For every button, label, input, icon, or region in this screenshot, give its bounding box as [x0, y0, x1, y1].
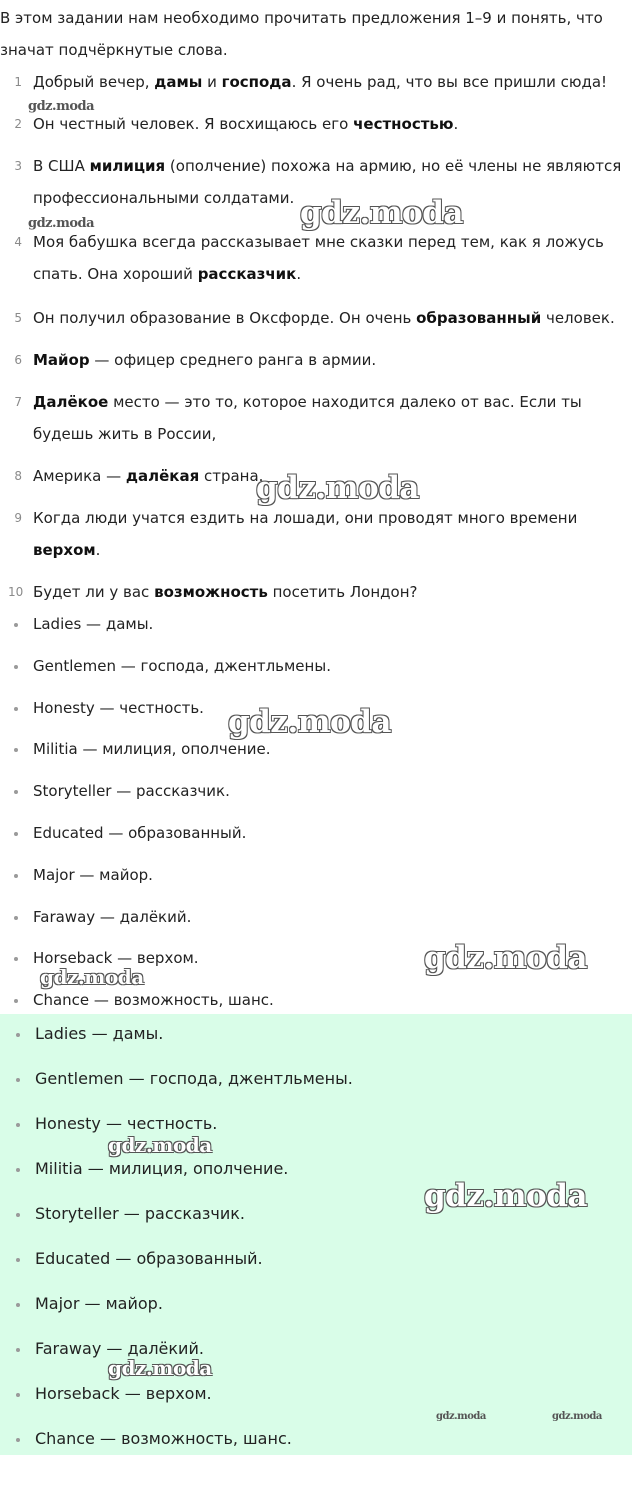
sentence-number: 10 — [8, 585, 24, 599]
vocab-text: Gentlemen — господа, джентльмены. — [33, 656, 331, 675]
highlighted-word: Далёкое — [33, 393, 109, 411]
answer-text: Gentlemen — господа, джентльмены. — [35, 1069, 353, 1088]
bullet-icon — [16, 1168, 20, 1172]
answer-text: Honesty — честность. — [35, 1114, 218, 1133]
sentence-text: Майор — офицер среднего ранга в армии. — [33, 351, 377, 369]
intro-text: В этом задании нам необходимо прочитать предложения 1–9 и понять, что значат подчёркнутые слова. — [0, 9, 603, 59]
answer-text: Horseback — верхом. — [35, 1384, 212, 1403]
sentence-number: 1 — [14, 75, 22, 89]
sentence-text: Америка — далёкая страна. — [33, 467, 264, 485]
answer-text: Ladies — дамы. — [35, 1024, 164, 1043]
bullet-icon — [16, 1258, 20, 1262]
watermark-logo: gdz.moda — [28, 216, 95, 231]
vocab-text: Ladies — дамы. — [33, 615, 154, 633]
bullet-icon — [16, 1438, 20, 1442]
watermark-logo: gdz.moda — [256, 470, 419, 506]
highlighted-word: образованный — [416, 309, 542, 327]
answer-text: Storyteller — рассказчик. — [35, 1204, 245, 1223]
sentence-number: 5 — [14, 311, 22, 325]
sentence-text: Будет ли у вас возможность посетить Лондон? — [33, 583, 418, 601]
answer-text: Militia — милиция, ополчение. — [35, 1159, 289, 1178]
highlighted-word: Майор — [33, 351, 90, 369]
vocab-text: Major — майор. — [33, 865, 153, 884]
sentence-number: 6 — [14, 353, 22, 367]
highlighted-word: дамы — [154, 73, 203, 91]
bullet-icon — [14, 832, 18, 836]
watermark-logo: gdz.moda — [300, 195, 463, 231]
answer-text: Chance — возможность, шанс. — [35, 1429, 292, 1448]
bullet-icon — [16, 1303, 20, 1307]
bullet-icon — [14, 916, 18, 920]
bullet-icon — [14, 623, 18, 627]
sentence-text: Добрый вечер, дамы и господа. Я очень рад, что вы все пришли сюда! — [33, 73, 608, 91]
vocab-text: Storyteller — рассказчик. — [33, 782, 230, 801]
watermark-logo: gdz.moda — [28, 99, 95, 114]
highlighted-word: честностью — [353, 115, 454, 133]
sentence-text: Он честный человек. Я восхищаюсь его честностью. — [33, 115, 459, 133]
watermark-logo: gdz.moda — [40, 965, 144, 989]
sentence-number: 4 — [14, 235, 22, 249]
answer-text: Faraway — далёкий. — [35, 1339, 204, 1358]
highlighted-word: возможность — [154, 583, 268, 601]
bullet-icon — [14, 874, 18, 878]
sentence-text: Он получил образование в Оксфорде. Он очень образованный человек. — [33, 309, 615, 327]
bullet-icon — [16, 1348, 20, 1352]
bullet-icon — [16, 1078, 20, 1082]
sentence-text: Далёкое место — это то, которое находится далеко от вас. Если ты будешь жить в России, — [33, 393, 582, 443]
highlighted-word: верхом — [33, 541, 96, 559]
watermark-logo: gdz.moda — [424, 1178, 587, 1214]
bullet-icon — [16, 1123, 20, 1127]
vocab-text: Militia — милиция, ополчение. — [33, 740, 271, 759]
vocab-text: Chance — возможность, шанс. — [33, 991, 274, 1010]
bullet-icon — [16, 1393, 20, 1397]
sentence-number: 2 — [14, 117, 22, 131]
watermark-logo: gdz.moda — [108, 1133, 212, 1157]
highlighted-word: далёкая — [125, 467, 200, 485]
highlighted-word: рассказчик — [197, 265, 297, 283]
watermark-logo: gdz.moda — [436, 1411, 486, 1422]
bullet-icon — [16, 1213, 20, 1217]
watermark-logo: gdz.moda — [424, 940, 587, 976]
watermark-logo: gdz.moda — [552, 1411, 602, 1422]
sentence-text: Моя бабушка всегда рассказывает мне сказки перед тем, как я ложусь спать. Она хороший рассказчик. — [33, 233, 604, 283]
bullet-icon — [14, 999, 18, 1003]
watermark-logo: gdz.moda — [108, 1356, 212, 1380]
sentence-text: В США милиция (ополчение) похожа на армию, но её члены не являются профессиональными солдатами. — [33, 157, 622, 207]
highlighted-word: господа — [221, 73, 292, 91]
sentence-number: 7 — [14, 395, 22, 409]
bullet-icon — [14, 665, 18, 669]
answer-text: Educated — образованный. — [35, 1249, 263, 1268]
bullet-icon — [14, 748, 18, 752]
answer-box — [0, 1014, 632, 1455]
bullet-icon — [14, 957, 18, 961]
sentence-text: Когда люди учатся ездить на лошади, они проводят много времени верхом. — [33, 509, 578, 559]
watermark-logo: gdz.moda — [228, 704, 391, 740]
answer-text: Major — майор. — [35, 1294, 163, 1313]
sentence-number: 3 — [14, 159, 22, 173]
vocab-text: Faraway — далёкий. — [33, 907, 192, 926]
bullet-icon — [16, 1033, 20, 1037]
vocab-text: Honesty — честность. — [33, 698, 204, 717]
bullet-icon — [14, 707, 18, 711]
bullet-icon — [14, 790, 18, 794]
sentence-number: 9 — [14, 511, 22, 525]
vocab-text: Horseback — верхом. — [33, 949, 199, 968]
sentence-number: 8 — [14, 469, 22, 483]
highlighted-word: милиция — [89, 157, 166, 175]
vocab-text: Educated — образованный. — [33, 824, 247, 842]
